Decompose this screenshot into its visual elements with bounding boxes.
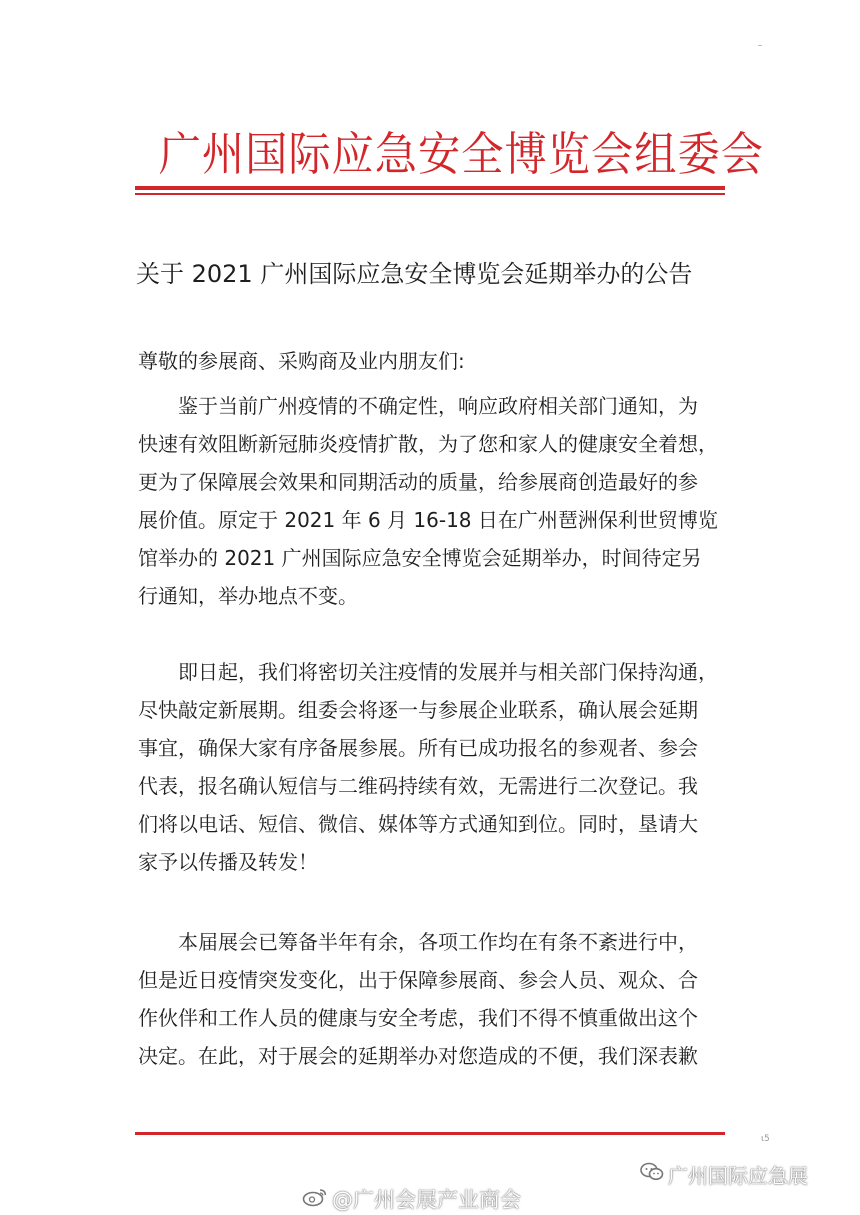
paragraph-line: 们将以电话、短信、微信、媒体等方式通知到位。同时，垦请大 (138, 812, 698, 836)
announcement-title: 关于 2021 广州国际应急安全博览会延期举办的公告 (136, 260, 693, 288)
wechat-watermark-text: 广州国际应急展 (668, 1164, 808, 1188)
letterhead-rule-thin (135, 193, 725, 195)
paragraph-3 (138, 923, 738, 1075)
paragraph-1 (138, 387, 738, 615)
weibo-watermark-text: @广州会展产业商会 (332, 1188, 521, 1212)
footer-rule (135, 1132, 725, 1135)
paragraph-line: 本届展会已筹备半年有余，各项工作均在有条不紊进行中， (138, 930, 698, 954)
letterhead-rule-thick (135, 186, 725, 190)
paragraph-line: 即日起，我们将密切关注疫情的发展并与相关部门保持沟通， (138, 660, 718, 684)
weibo-icon (302, 1187, 328, 1212)
paragraph-line: 馆举办的 2021 广州国际应急安全博览会延期举办，时间待定另 (138, 546, 702, 570)
paragraph-line: 代表，报名确认短信与二维码持续有效，无需进行二次登记。我 (138, 774, 698, 798)
paragraph-line: 事宜，确保大家有序备展参展。所有已成功报名的参观者、参会 (138, 736, 698, 760)
paragraph-2 (138, 653, 738, 881)
paragraph-line: 尽快敲定新展期。组委会将逐一与参展企业联系，确认展会延期 (138, 698, 698, 722)
paragraph-line: 快速有效阻断新冠肺炎疫情扩散，为了您和家人的健康安全着想， (138, 432, 718, 456)
wechat-watermark (640, 1160, 808, 1189)
paragraph-line: 家予以传播及转发！ (138, 850, 318, 874)
letterhead-title: 广州国际应急安全博览会组委会 (158, 127, 764, 181)
paragraph-line: 行通知，举办地点不变。 (138, 584, 358, 608)
wechat-icon (640, 1162, 664, 1187)
corner-mark (758, 45, 762, 46)
paragraph-line: 但是近日疫情突发变化，出于保障参展商、参会人员、观众、合 (138, 968, 698, 992)
paragraph-line: 更为了保障展会效果和同期活动的质量，给参展商创造最好的参 (138, 470, 698, 494)
weibo-watermark (302, 1184, 521, 1214)
paragraph-line: 决定。在此，对于展会的延期举办对您造成的不便，我们深表歉 (138, 1044, 698, 1068)
page-mark: ι5 (761, 1134, 770, 1144)
greeting: 尊敬的参展商、采购商及业内朋友们: (138, 349, 465, 373)
paragraph-line: 作伙伴和工作人员的健康与安全考虑，我们不得不慎重做出这个 (138, 1006, 698, 1030)
paragraph-line: 展价值。原定于 2021 年 6 月 16-18 日在广州琶洲保利世贸博览 (138, 508, 718, 532)
paragraph-line: 鉴于当前广州疫情的不确定性，响应政府相关部门通知，为 (138, 394, 698, 418)
